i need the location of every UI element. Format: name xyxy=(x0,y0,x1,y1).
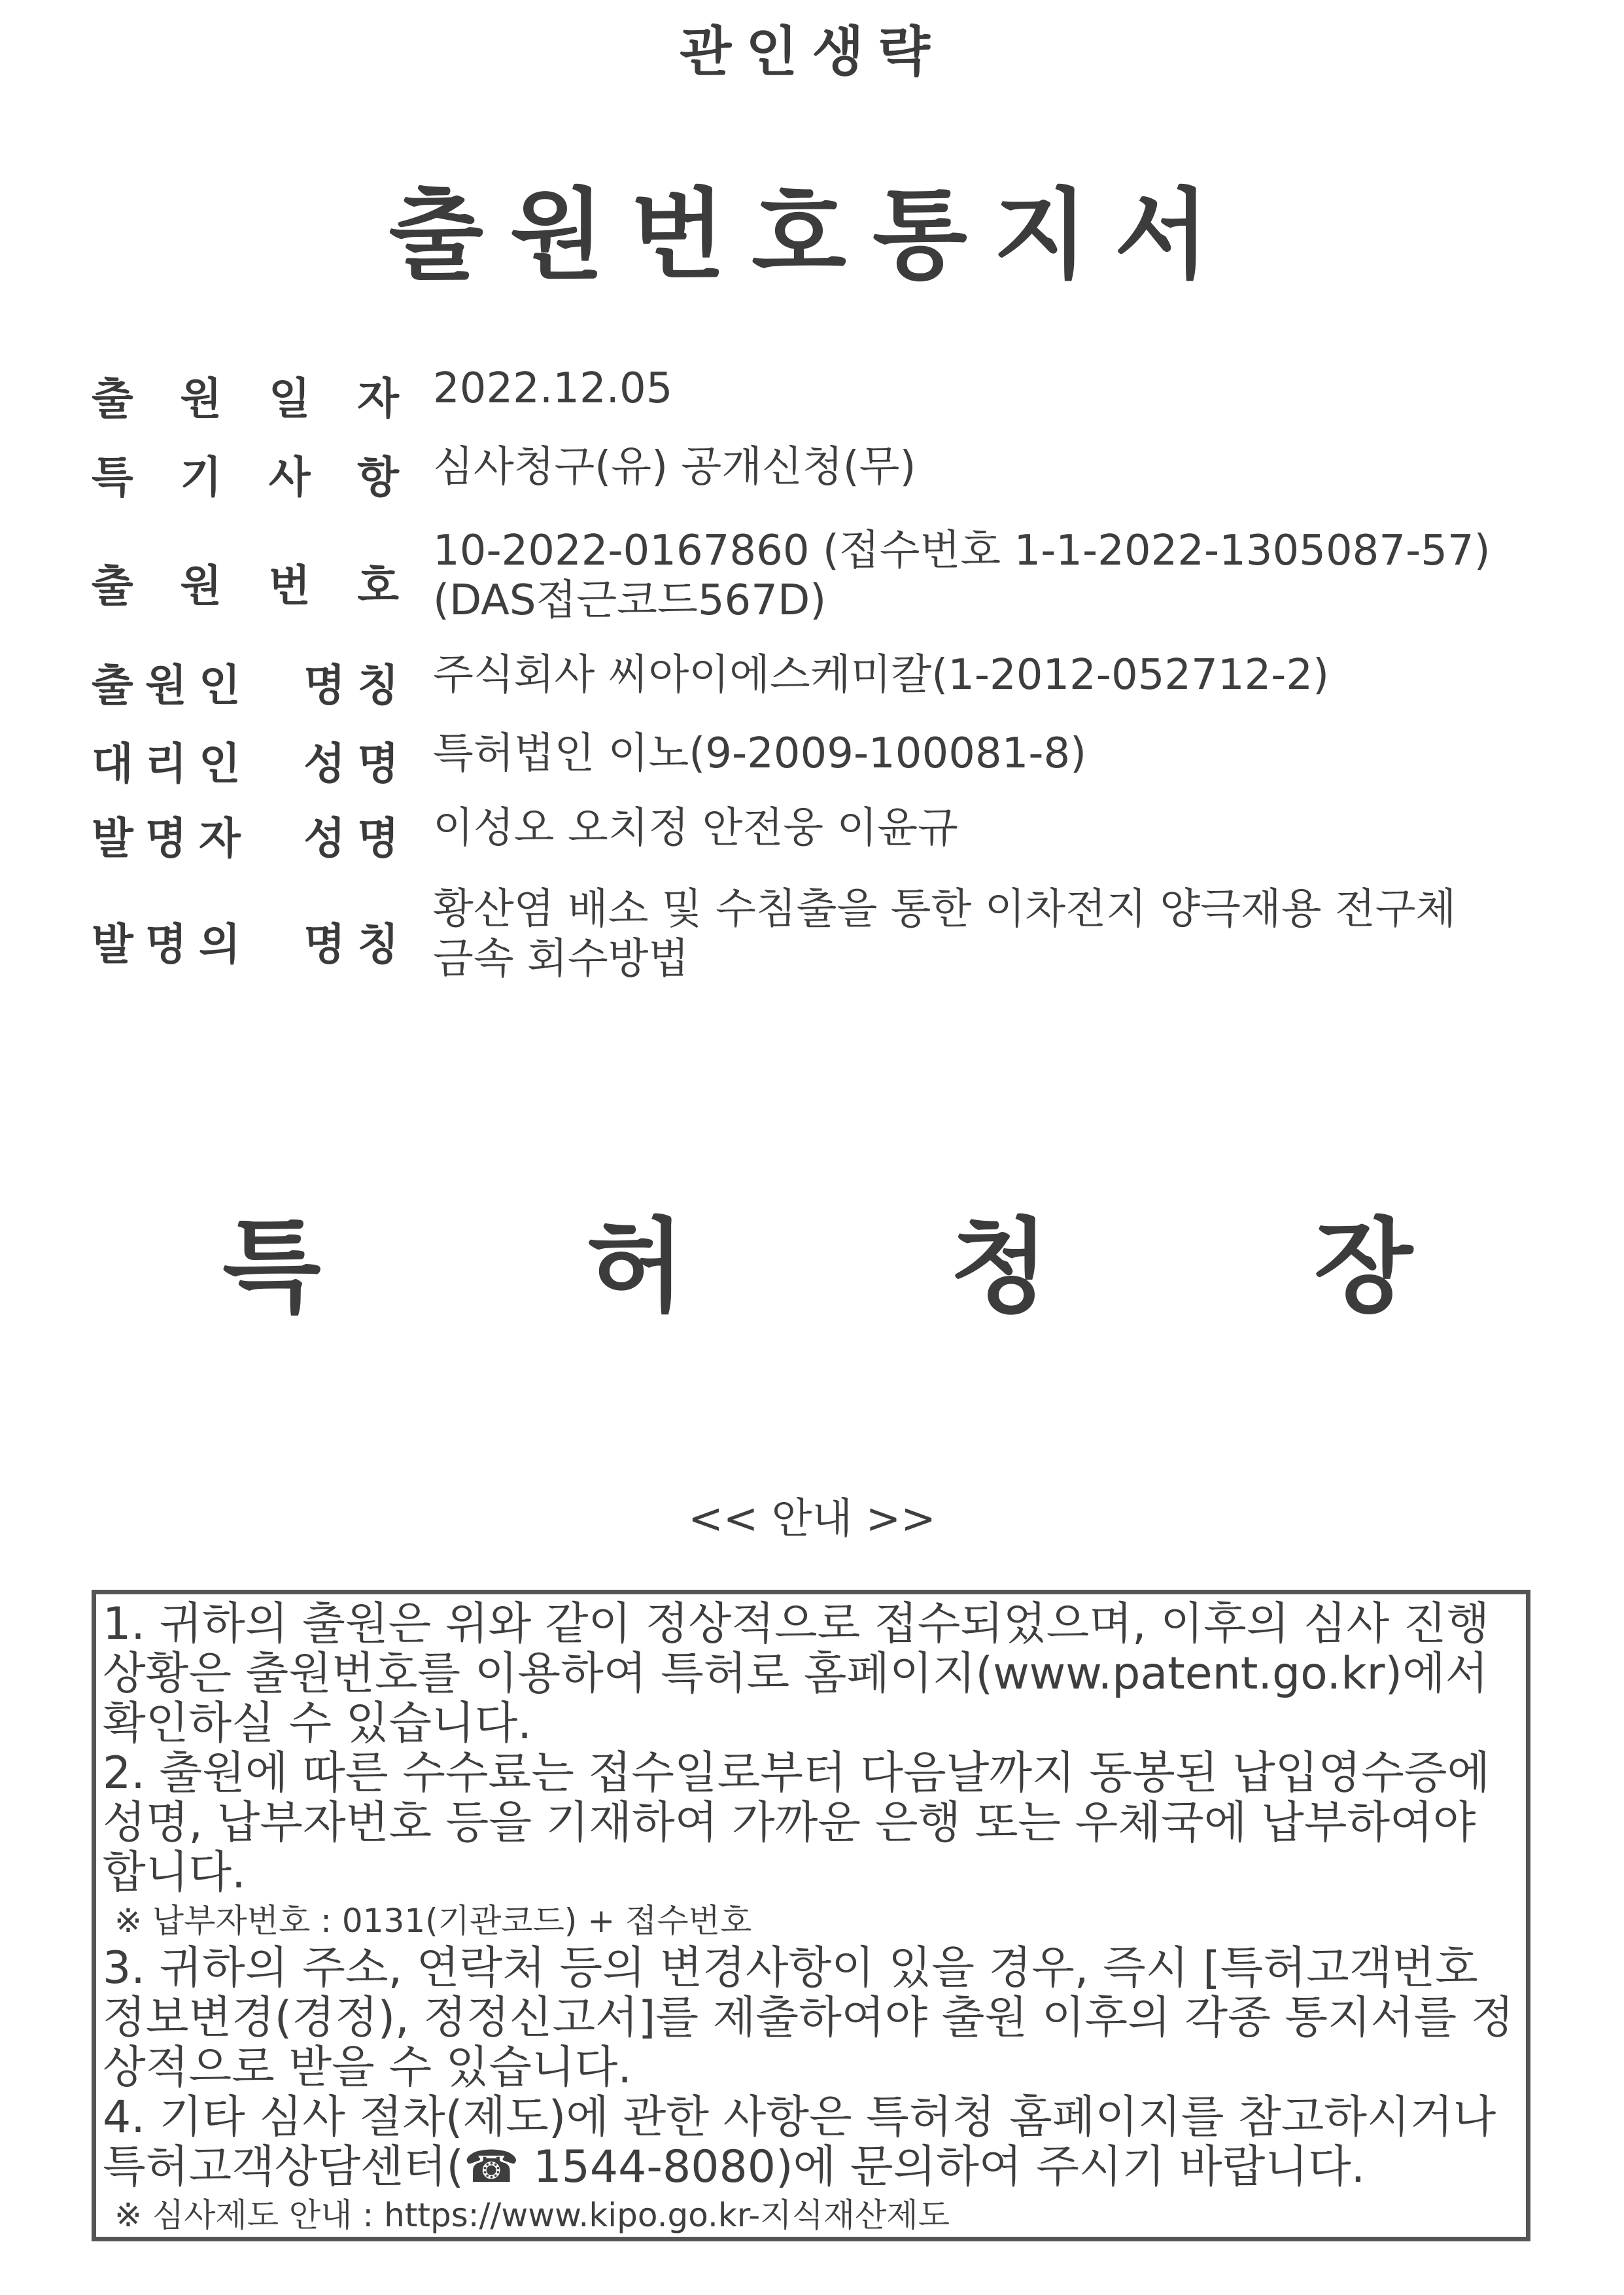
label-char: 원 xyxy=(180,374,222,424)
field-value xyxy=(433,729,1571,779)
label-char: 인 xyxy=(199,739,241,789)
field-label xyxy=(92,650,399,712)
field-label xyxy=(92,909,399,972)
label-char: 출 xyxy=(92,374,133,424)
value-line: 10-2022-0167860 (접수번호 1-1-2022-1305087-57) xyxy=(433,527,1491,575)
notice-note: ※ 납부자번호 : 0131(기관코드) + 접수번호 xyxy=(114,1902,752,1940)
label-char: 호 xyxy=(357,561,399,611)
label-char: 자 xyxy=(357,374,399,424)
label-char: 자 xyxy=(199,813,241,864)
label-char: 출 xyxy=(92,660,133,710)
notice-note: ※ 심사제도 안내 : https://www.kipo.go.kr-지식재산제도 xyxy=(114,2196,950,2234)
label-char: 발 xyxy=(92,813,133,864)
label-char: 성 xyxy=(303,739,345,789)
field-value xyxy=(433,364,1571,413)
label-char: 명 xyxy=(145,919,187,970)
label-char: 출 xyxy=(92,561,133,611)
label-char: 칭 xyxy=(357,919,399,970)
value-line: 황산염 배소 및 수침출을 통한 이차전지 양극재용 전구체 xyxy=(433,885,1457,934)
issuer-char: 특 xyxy=(222,1207,321,1326)
label-char: 명 xyxy=(303,919,345,970)
field-label xyxy=(92,729,399,791)
notice-paragraph: 4. 기타 심사 절차(제도)에 관한 사항은 특허청 홈페이지를 참고하시거나 특허고객상담센터(☎ 1544-8080)에 문의하여 주시기 바랍니다. xyxy=(103,2092,1496,2193)
label-char: 기 xyxy=(180,452,222,502)
guide-header: << 안내 >> xyxy=(688,1495,936,1543)
label-char: 사 xyxy=(268,452,311,502)
field-label xyxy=(92,551,399,613)
field-label xyxy=(92,442,399,504)
label-char: 특 xyxy=(92,452,133,502)
label-char: 명 xyxy=(357,813,399,864)
field-value xyxy=(433,803,1571,853)
field-value xyxy=(433,442,1571,492)
field-label xyxy=(92,803,399,866)
notice-paragraph: 2. 출원에 따른 수수료는 접수일로부터 다음날까지 동봉된 납입영수증에 성명, 납부자번호 등을 기재하여 가까운 은행 또는 우체국에 납부하여야 합니다. xyxy=(103,1747,1491,1899)
label-char: 일 xyxy=(268,374,311,424)
label-char: 명 xyxy=(303,660,345,710)
notice-paragraph: 3. 귀하의 주소, 연락처 등의 변경사항이 있을 경우, 즉시 [특허고객번호 정보변경(경정), 정정신고서]를 제출하여야 출원 이후의 각종 통지서를 정상적으로 받을 수 있습니다. xyxy=(103,1942,1514,2094)
issuer-char: 청 xyxy=(950,1207,1049,1326)
value-line: 금속 회수방법 xyxy=(433,935,689,983)
label-char: 리 xyxy=(145,739,187,789)
seal-omitted-label: 관인생략 xyxy=(680,21,944,83)
field-value xyxy=(433,885,1571,984)
label-char: 인 xyxy=(199,660,241,710)
value-line: 이성오 오치정 안전웅 이윤규 xyxy=(433,804,958,852)
document-title: 출원번호통지서 xyxy=(389,179,1235,292)
label-char: 발 xyxy=(92,919,133,970)
field-value xyxy=(433,526,1571,625)
value-line: 2022.12.05 xyxy=(433,364,673,413)
value-line: 주식회사 씨아이에스케미칼(1-2012-052712-2) xyxy=(433,651,1330,699)
label-char: 원 xyxy=(180,561,222,611)
issuer-signature xyxy=(222,1184,1413,1331)
notice-content xyxy=(103,1600,1525,2238)
value-line: (DAS접근코드567D) xyxy=(433,576,827,625)
label-char: 칭 xyxy=(357,660,399,710)
label-char: 대 xyxy=(92,739,133,789)
label-char: 번 xyxy=(268,561,311,611)
notice-box xyxy=(92,1590,1530,2241)
label-char: 원 xyxy=(145,660,187,710)
label-char: 성 xyxy=(303,813,345,864)
field-label xyxy=(92,364,399,426)
label-char: 명 xyxy=(145,813,187,864)
value-line: 특허법인 이노(9-2009-100081-8) xyxy=(433,729,1087,778)
label-char: 의 xyxy=(199,919,241,970)
label-char: 명 xyxy=(357,739,399,789)
issuer-char: 허 xyxy=(586,1207,685,1326)
label-char: 항 xyxy=(357,452,399,502)
value-line: 심사청구(유) 공개신청(무) xyxy=(433,443,916,491)
notice-paragraph: 1. 귀하의 출원은 위와 같이 정상적으로 접수되었으며, 이후의 심사 진행상황은 출원번호를 이용하여 특허로 홈페이지(www.patent.go.kr)에서 확인하실 수 있습니다. xyxy=(103,1598,1490,1749)
field-value xyxy=(433,650,1571,700)
issuer-char: 장 xyxy=(1314,1207,1413,1326)
